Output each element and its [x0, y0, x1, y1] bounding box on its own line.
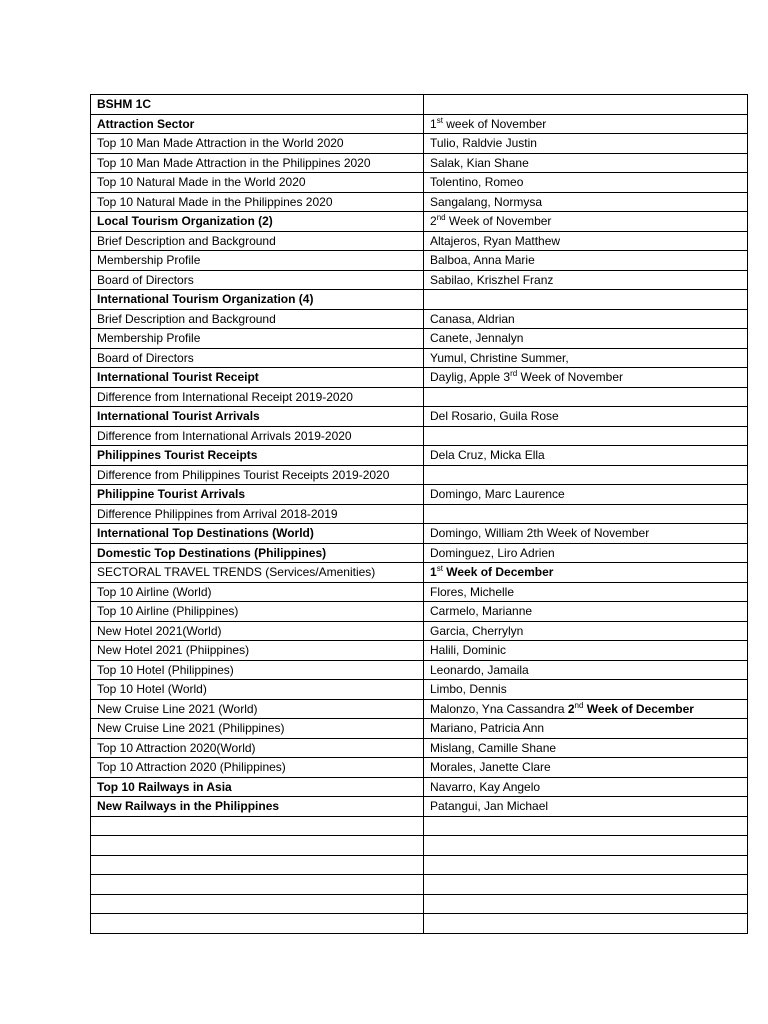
assignee-cell: [424, 543, 748, 563]
topic-cell: [91, 134, 424, 154]
cell-text: (Services/Amenities): [261, 565, 376, 580]
cell-text: Dela Cruz, Micka Ella: [430, 448, 545, 463]
table-row: [91, 212, 748, 232]
cell-text: Philippines Tourist Receipts: [97, 448, 258, 463]
table-row: [91, 836, 748, 856]
cell-text: Top 10 Attraction 2020: [97, 760, 217, 775]
topic-cell: [91, 309, 424, 329]
table-row: [91, 894, 748, 914]
table-row: [91, 621, 748, 641]
topic-cell: [91, 465, 424, 485]
topic-cell: [91, 270, 424, 290]
topic-cell: [91, 777, 424, 797]
topic-cell: [91, 329, 424, 349]
ordinal-suffix: nd: [574, 700, 584, 710]
cell-text: Top 10 Hotel: [97, 662, 165, 677]
cell-text: Local Tourism Organization (2): [97, 214, 273, 229]
topic-cell: [91, 816, 424, 836]
cell-text: Philippine Tourist Arrivals: [97, 487, 246, 502]
cell-text: Board of Directors: [97, 272, 194, 287]
cell-text: Tulio, Raldvie Justin: [430, 136, 537, 151]
cell-text: Altajeros, Ryan Matthew: [430, 233, 561, 248]
topic-cell: [91, 407, 424, 427]
topic-cell: [91, 660, 424, 680]
cell-text: Membership Profile: [97, 253, 201, 268]
cell-text: Week of December: [442, 565, 554, 580]
table-row: [91, 231, 748, 251]
ordinal-suffix: nd: [436, 213, 446, 223]
table-row: [91, 641, 748, 661]
cell-text: 2: [430, 214, 437, 229]
table-row: [91, 602, 748, 622]
cell-text: Carmelo, Marianne: [430, 604, 533, 619]
table-row: [91, 134, 748, 154]
topic-cell: [91, 114, 424, 134]
topic-cell: [91, 485, 424, 505]
assignee-cell: [424, 348, 748, 368]
cell-text: Sangalang, Normysa: [430, 194, 543, 209]
table-row: [91, 504, 748, 524]
assignee-cell: [424, 875, 748, 895]
cell-text: Garcia, Cherrylyn: [430, 623, 524, 638]
topic-cell: [91, 95, 424, 115]
cell-text: New Cruise Line 2021: [97, 721, 216, 736]
cell-text: (World): [164, 682, 207, 697]
cell-text: (World): [216, 740, 256, 755]
cell-text: Difference from International Arrivals 2019-2020: [97, 428, 352, 443]
cell-text: Board of Directors: [97, 350, 194, 365]
cell-text: Navarro, Kay Angelo: [430, 779, 541, 794]
table-row: [91, 524, 748, 544]
table-row: [91, 309, 748, 329]
cell-text: Top 10 Airline: [97, 604, 170, 619]
cell-text: Flores, Michelle: [430, 584, 515, 599]
topic-cell: [91, 446, 424, 466]
cell-text: International Tourism Organization (4): [97, 292, 314, 307]
cell-text: Top 10 Hotel: [97, 682, 165, 697]
cell-text: Top 10 Natural Made in the World 2020: [97, 175, 306, 190]
cell-text: Mariano, Patricia Ann: [430, 721, 545, 736]
assignee-cell: [424, 758, 748, 778]
cell-text: BSHM 1C: [97, 97, 152, 112]
assignee-cell: [424, 855, 748, 875]
topic-cell: [91, 426, 424, 446]
topic-cell: [91, 855, 424, 875]
assignment-table: [90, 94, 748, 934]
topic-cell: [91, 738, 424, 758]
table-row: [91, 777, 748, 797]
cell-text: Brief Description and Background: [97, 233, 276, 248]
cell-text: International Tourist Arrivals: [97, 409, 260, 424]
assignee-cell: [424, 563, 748, 583]
assignee-cell: [424, 407, 748, 427]
assignee-cell: [424, 524, 748, 544]
assignee-cell: [424, 836, 748, 856]
cell-text: (Phiippines): [182, 643, 250, 658]
cell-text: New Hotel 2021: [97, 623, 183, 638]
assignee-cell: [424, 426, 748, 446]
table-row: [91, 582, 748, 602]
cell-text: Daylig, Apple 3: [430, 370, 511, 385]
topic-cell: [91, 699, 424, 719]
topic-cell: [91, 719, 424, 739]
assignee-cell: [424, 192, 748, 212]
assignee-cell: [424, 465, 748, 485]
table-row: [91, 660, 748, 680]
table-row: [91, 290, 748, 310]
table-row: [91, 797, 748, 817]
assignee-cell: [424, 446, 748, 466]
cell-text: (Philippines): [169, 604, 239, 619]
cell-text: Domingo, William 2th Week of November: [430, 526, 650, 541]
table-row: [91, 855, 748, 875]
cell-text: Top 10 Attraction 2020: [97, 740, 217, 755]
topic-cell: [91, 563, 424, 583]
topic-cell: [91, 543, 424, 563]
topic-cell: [91, 173, 424, 193]
cell-text: Domestic Top Destinations (Philippines): [97, 545, 327, 560]
cell-text: week of November: [442, 116, 547, 131]
cell-text: Week of November: [445, 214, 552, 229]
cell-text: Limbo, Dennis: [430, 682, 507, 697]
assignment-table-body: [91, 95, 748, 934]
topic-cell: [91, 504, 424, 524]
table-row: [91, 699, 748, 719]
topic-cell: [91, 368, 424, 388]
cell-text: Patangui, Jan Michael: [430, 799, 549, 814]
assignee-cell: [424, 134, 748, 154]
topic-cell: [91, 836, 424, 856]
assignee-cell: [424, 368, 748, 388]
assignee-cell: [424, 153, 748, 173]
cell-text: New Railways in the Philippines: [97, 799, 280, 814]
topic-cell: [91, 387, 424, 407]
assignee-cell: [424, 914, 748, 934]
assignee-cell: [424, 387, 748, 407]
cell-text: Salak, Kian Shane: [430, 155, 529, 170]
cell-text: (World): [182, 623, 222, 638]
table-row: [91, 368, 748, 388]
cell-text: New Cruise Line 2021: [97, 701, 216, 716]
table-row: [91, 719, 748, 739]
cell-text: Malonzo, Yna Cassandra: [430, 701, 568, 716]
assignee-cell: [424, 582, 748, 602]
topic-cell: [91, 231, 424, 251]
table-row: [91, 114, 748, 134]
topic-cell: [91, 524, 424, 544]
cell-text: Leonardo, Jamaila: [430, 662, 529, 677]
table-row: [91, 153, 748, 173]
table-row: [91, 446, 748, 466]
topic-cell: [91, 212, 424, 232]
cell-text: (World): [215, 701, 258, 716]
ordinal-suffix: st: [436, 564, 443, 574]
assignee-cell: [424, 114, 748, 134]
assignee-cell: [424, 231, 748, 251]
ordinal-suffix: rd: [510, 369, 518, 379]
topic-cell: [91, 602, 424, 622]
assignee-cell: [424, 641, 748, 661]
assignee-cell: [424, 270, 748, 290]
table-row: [91, 485, 748, 505]
cell-text: Difference from International Receipt 2019-2020: [97, 389, 353, 404]
cell-text: 1: [430, 116, 437, 131]
assignee-cell: [424, 95, 748, 115]
table-row: [91, 251, 748, 271]
cell-text: 1: [430, 565, 437, 580]
table-row: [91, 563, 748, 583]
table-row: [91, 387, 748, 407]
cell-text: (Philippines): [215, 721, 285, 736]
ordinal-suffix: st: [436, 115, 443, 125]
table-row: [91, 407, 748, 427]
cell-text: Week of December: [583, 701, 694, 716]
table-row: [91, 348, 748, 368]
assignee-cell: [424, 251, 748, 271]
topic-cell: [91, 582, 424, 602]
table-row: [91, 758, 748, 778]
assignee-cell: [424, 621, 748, 641]
table-row: [91, 270, 748, 290]
cell-text: Halili, Dominic: [430, 643, 507, 658]
cell-text: International Tourist Receipt: [97, 370, 259, 385]
topic-cell: [91, 641, 424, 661]
table-row: [91, 914, 748, 934]
topic-cell: [91, 797, 424, 817]
cell-text: Tolentino, Romeo: [430, 175, 524, 190]
cell-text: International Top Destinations (World): [97, 526, 314, 541]
cell-text: Top 10 Railways in Asia: [97, 779, 232, 794]
assignee-cell: [424, 602, 748, 622]
table-row: [91, 465, 748, 485]
table-row: [91, 95, 748, 115]
topic-cell: [91, 621, 424, 641]
topic-cell: [91, 875, 424, 895]
assignee-cell: [424, 699, 748, 719]
cell-text: Brief Description and Background: [97, 311, 276, 326]
topic-cell: [91, 290, 424, 310]
cell-text: Domingo, Marc Laurence: [430, 487, 565, 502]
topic-cell: [91, 153, 424, 173]
table-row: [91, 426, 748, 446]
assignee-cell: [424, 660, 748, 680]
topic-cell: [91, 680, 424, 700]
cell-text: Balboa, Anna Marie: [430, 253, 535, 268]
cell-text: Week of November: [517, 370, 624, 385]
assignee-cell: [424, 680, 748, 700]
topic-cell: [91, 348, 424, 368]
table-row: [91, 543, 748, 563]
cell-text: (Philippines): [164, 662, 234, 677]
cell-text: (World): [169, 584, 212, 599]
cell-text: SECTORAL TRAVEL TRENDS: [97, 565, 262, 580]
cell-text: Del Rosario, Guila Rose: [430, 409, 559, 424]
topic-cell: [91, 251, 424, 271]
cell-text: Canete, Jennalyn: [430, 331, 524, 346]
cell-text: Top 10 Airline: [97, 584, 170, 599]
table-row: [91, 680, 748, 700]
assignee-cell: [424, 212, 748, 232]
cell-text: Morales, Janette Clare: [430, 760, 551, 775]
assignee-cell: [424, 329, 748, 349]
assignee-cell: [424, 738, 748, 758]
assignee-cell: [424, 797, 748, 817]
cell-text: Attraction Sector: [97, 116, 195, 131]
assignee-cell: [424, 816, 748, 836]
assignee-cell: [424, 485, 748, 505]
table-row: [91, 329, 748, 349]
cell-text: Difference from Philippines Tourist Receipts 2019-2020: [97, 467, 390, 482]
assignee-cell: [424, 719, 748, 739]
assignee-cell: [424, 777, 748, 797]
table-row: [91, 738, 748, 758]
topic-cell: [91, 758, 424, 778]
cell-text: Membership Profile: [97, 331, 201, 346]
cell-text: 2: [567, 701, 575, 716]
cell-text: Mislang, Camille Shane: [430, 740, 557, 755]
assignee-cell: [424, 309, 748, 329]
assignee-cell: [424, 504, 748, 524]
assignee-cell: [424, 894, 748, 914]
assignee-cell: [424, 173, 748, 193]
table-row: [91, 192, 748, 212]
cell-text: Sabilao, Kriszhel Franz: [430, 272, 554, 287]
topic-cell: [91, 914, 424, 934]
topic-cell: [91, 192, 424, 212]
cell-text: Top 10 Man Made Attraction in the Philippines 2020: [97, 155, 371, 170]
table-row: [91, 173, 748, 193]
topic-cell: [91, 894, 424, 914]
table-row: [91, 816, 748, 836]
cell-text: New Hotel 2021: [97, 643, 183, 658]
cell-text: Top 10 Natural Made in the Philippines 2020: [97, 194, 333, 209]
cell-text: Yumul, Christine Summer,: [430, 350, 569, 365]
cell-text: Dominguez, Liro Adrien: [430, 545, 555, 560]
cell-text: Top 10 Man Made Attraction in the World 2020: [97, 136, 344, 151]
table-row: [91, 875, 748, 895]
assignee-cell: [424, 290, 748, 310]
cell-text: Difference Philippines from Arrival 2018-2019: [97, 506, 338, 521]
cell-text: (Philippines): [216, 760, 286, 775]
cell-text: Canasa, Aldrian: [430, 311, 515, 326]
